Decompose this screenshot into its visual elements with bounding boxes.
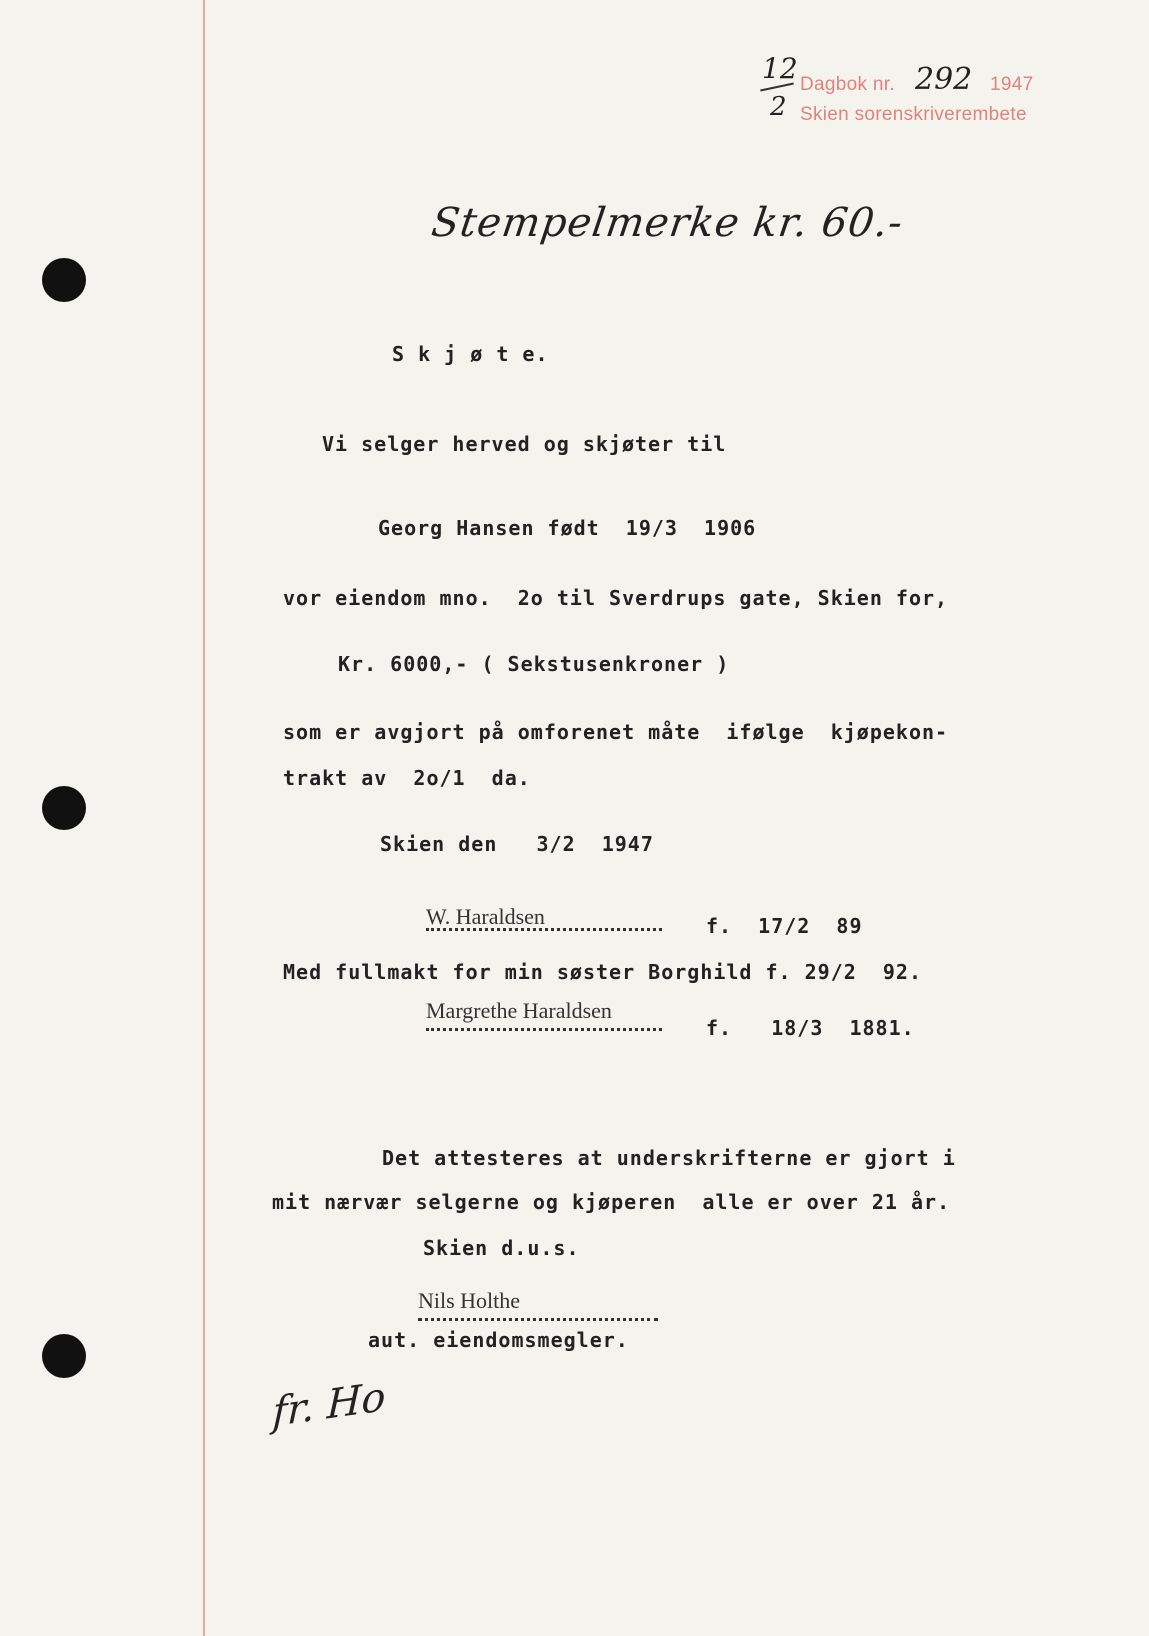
intro-line: Vi selger herved og skjøter til — [322, 432, 727, 456]
handwritten-date-den: 2 — [770, 92, 787, 122]
seller1-signature: W. Haraldsen — [426, 904, 545, 929]
seller2-signature: Margrethe Haraldsen — [426, 998, 612, 1023]
signature-dotted-line — [426, 928, 662, 931]
handwritten-initials: fr. Ho — [271, 1373, 387, 1437]
signature-dotted-line — [426, 1028, 662, 1031]
broker-title: aut. eiendomsmegler. — [368, 1328, 629, 1352]
terms-line-1: som er avgjort på omforenet måte ifølge kjøpekon- — [283, 720, 949, 744]
dagbok-label: Dagbok nr. — [800, 74, 895, 95]
property-line: vor eiendom mno. 2o til Sverdrups gate, Skien for, — [283, 586, 949, 610]
document-title: S k j ø t e. — [392, 342, 549, 366]
stamp-office: Skien sorenskriverembete — [800, 104, 1027, 125]
margin-line — [203, 0, 205, 1636]
punch-hole-icon — [42, 258, 86, 302]
broker-signature: Nils Holthe — [418, 1288, 521, 1313]
handwritten-note: Stempelmerke kr. 60.- — [428, 200, 907, 246]
attestation-line-2: mit nærvær selgerne og kjøperen alle er over 21 år. — [272, 1190, 951, 1214]
punch-hole-icon — [42, 786, 86, 830]
price-line: Kr. 6000,- ( Sekstusenkroner ) — [338, 652, 730, 676]
proxy-line: Med fullmakt for min søster Borghild f. 29/2 92. — [283, 960, 923, 984]
terms-line-2: trakt av 2o/1 da. — [283, 766, 531, 790]
punch-hole-icon — [42, 1334, 86, 1378]
stamp-year: 1947 — [990, 74, 1034, 95]
place-date-line: Skien den 3/2 1947 — [380, 832, 654, 856]
attestation-line-1: Det attesteres at underskrifterne er gjort i — [382, 1146, 956, 1170]
handwritten-date-num: 12 — [762, 52, 798, 85]
attestation-place: Skien d.u.s. — [423, 1236, 580, 1260]
seller1-born: f. 17/2 89 — [706, 914, 863, 938]
buyer-line: Georg Hansen født 19/3 1906 — [378, 516, 757, 540]
dagbok-number: 292 — [915, 62, 973, 97]
seller2-born: f. 18/3 1881. — [706, 1016, 915, 1040]
signature-dotted-line — [418, 1318, 658, 1321]
